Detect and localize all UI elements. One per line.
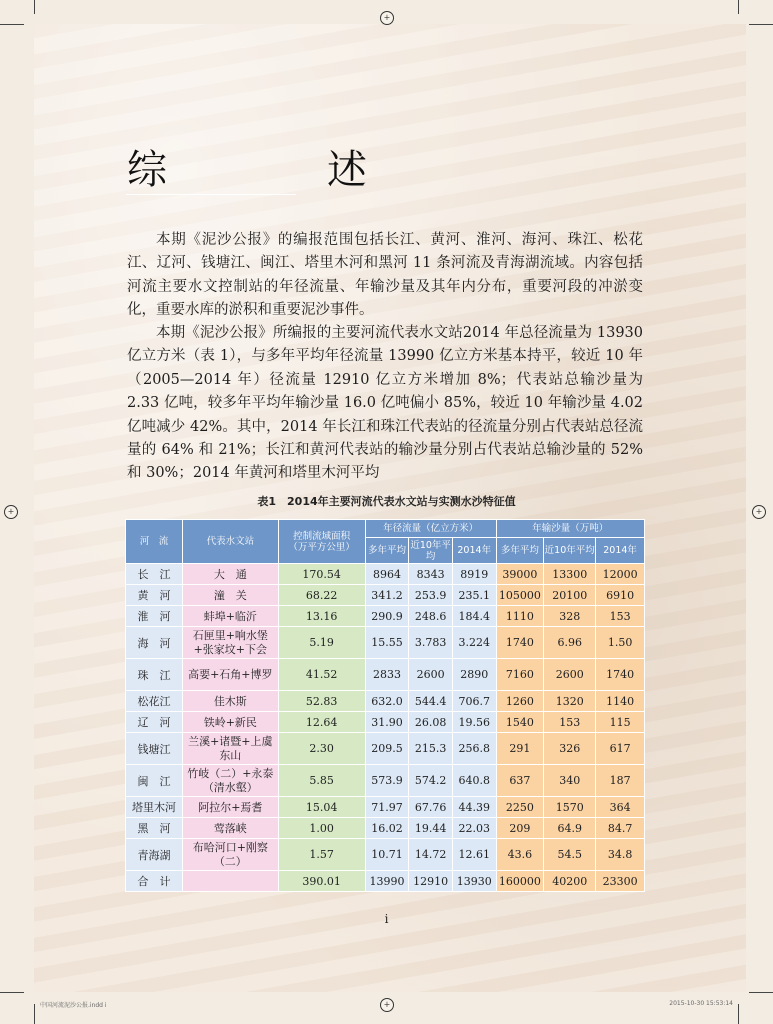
- sediment-10yr-cell: 64.9: [544, 818, 596, 839]
- crop-mark: [738, 1004, 739, 1024]
- area-cell: 1.57: [278, 839, 365, 871]
- sediment-2014-cell: 12000: [596, 564, 645, 585]
- runoff-avg-cell: 209.5: [365, 733, 409, 765]
- table-row: [126, 627, 645, 659]
- sediment-10yr-cell: 40200: [544, 871, 596, 892]
- runoff-avg-cell: 13990: [365, 871, 409, 892]
- sediment-10yr-cell: 54.5: [544, 839, 596, 871]
- footer-timestamp: 2015-10-30 15:53:14: [669, 1000, 733, 1007]
- sediment-avg-cell: 291: [496, 733, 544, 765]
- registration-mark-icon: +: [380, 11, 394, 25]
- table-caption: 表1 2014年主要河流代表水文站与实测水沙特征值: [257, 495, 516, 508]
- area-cell: 12.64: [278, 712, 365, 733]
- river-cell: 辽 河: [126, 712, 183, 733]
- runoff-10yr-cell: 26.08: [409, 712, 453, 733]
- sediment-avg-cell: 1110: [496, 606, 544, 627]
- table-row: [126, 818, 645, 839]
- runoff-avg-cell: 632.0: [365, 691, 409, 712]
- river-cell: 松花江: [126, 691, 183, 712]
- registration-mark-icon: +: [380, 998, 394, 1012]
- river-cell: 长 江: [126, 564, 183, 585]
- station-cell: 潼 关: [183, 585, 278, 606]
- station-cell: 布哈河口+刚察（二）: [183, 839, 278, 871]
- station-cell: 莺落峡: [183, 818, 278, 839]
- runoff-2014-cell: 8919: [452, 564, 496, 585]
- runoff-2014-cell: 706.7: [452, 691, 496, 712]
- runoff-10yr-cell: 19.44: [409, 818, 453, 839]
- river-cell: 海 河: [126, 627, 183, 659]
- station-cell: 石匣里+响水堡+张家坟+下会: [183, 627, 278, 659]
- runoff-2014-cell: 22.03: [452, 818, 496, 839]
- area-cell: 41.52: [278, 659, 365, 691]
- crop-mark: [749, 992, 773, 993]
- crop-mark: [34, 0, 35, 14]
- runoff-avg-cell: 31.90: [365, 712, 409, 733]
- runoff-avg-cell: 10.71: [365, 839, 409, 871]
- header-sediment-avg: 多年平均: [496, 538, 544, 564]
- runoff-10yr-cell: 544.4: [409, 691, 453, 712]
- crop-mark: [0, 992, 24, 993]
- crop-mark: [0, 24, 24, 25]
- runoff-10yr-cell: 8343: [409, 564, 453, 585]
- sediment-avg-cell: 209: [496, 818, 544, 839]
- runoff-10yr-cell: 253.9: [409, 585, 453, 606]
- title-underline: [126, 194, 296, 195]
- runoff-10yr-cell: 574.2: [409, 765, 453, 797]
- sediment-avg-cell: 7160: [496, 659, 544, 691]
- runoff-avg-cell: 15.55: [365, 627, 409, 659]
- sediment-2014-cell: 1740: [596, 659, 645, 691]
- header-station: 代表水文站: [183, 520, 278, 564]
- runoff-2014-cell: 12.61: [452, 839, 496, 871]
- runoff-2014-cell: 13930: [452, 871, 496, 892]
- paragraph-1: 本期《泥沙公报》的编报范围包括长江、黄河、淮河、海河、珠江、松花江、辽河、钱塘江、闽江、塔里木河和黑河 11 条河流及青海湖流域。内容包括河流主要水文控制站的年径流量、年输沙量及其年内分布，重要河段的冲淤变化，重要水库的淤积和重要泥沙事件。: [127, 232, 643, 319]
- runoff-10yr-cell: 215.3: [409, 733, 453, 765]
- area-cell: 52.83: [278, 691, 365, 712]
- runoff-2014-cell: 256.8: [452, 733, 496, 765]
- sediment-2014-cell: 34.8: [596, 839, 645, 871]
- table-row: [126, 606, 645, 627]
- table-row: [126, 871, 645, 892]
- sediment-2014-cell: 364: [596, 797, 645, 818]
- runoff-avg-cell: 8964: [365, 564, 409, 585]
- sediment-2014-cell: 115: [596, 712, 645, 733]
- table-row: [126, 839, 645, 871]
- runoff-2014-cell: 184.4: [452, 606, 496, 627]
- table-row: [126, 659, 645, 691]
- station-cell: 蚌埠+临沂: [183, 606, 278, 627]
- header-river: 河 流: [126, 520, 183, 564]
- sediment-avg-cell: 39000: [496, 564, 544, 585]
- sediment-10yr-cell: 1320: [544, 691, 596, 712]
- sediment-10yr-cell: 340: [544, 765, 596, 797]
- registration-mark-icon: +: [4, 505, 18, 519]
- area-cell: 2.30: [278, 733, 365, 765]
- sediment-avg-cell: 43.6: [496, 839, 544, 871]
- runoff-10yr-cell: 12910: [409, 871, 453, 892]
- river-cell: 塔里木河: [126, 797, 183, 818]
- river-cell: 青海湖: [126, 839, 183, 871]
- sediment-avg-cell: 2250: [496, 797, 544, 818]
- station-cell: 阿拉尔+焉耆: [183, 797, 278, 818]
- runoff-2014-cell: 3.224: [452, 627, 496, 659]
- area-cell: 1.00: [278, 818, 365, 839]
- paragraph-2: 本期《泥沙公报》所编报的主要河流代表水文站2014 年总径流量为 13930 亿立方米（表 1），与多年平均年径流量 13990 亿立方米基本持平，较近 10 年（2005—2014 年）径流量 12910 亿立方米增加 8%；代表站总输沙量为 2.33 亿吨，较多年平均年输沙量 16.0 亿吨偏小 85%，较近 10 年输沙量 4.02 亿吨减少 42%。其中，2014 年长江和珠江代表站的径流量分别占代表站总径流量的 64% 和 21%；长江和黄河代表站的输沙量分别占代表站总输沙量的 52% 和 30%；2014 年黄河和塔里木河平均: [127, 325, 643, 482]
- sediment-2014-cell: 6910: [596, 585, 645, 606]
- crop-mark: [738, 0, 739, 14]
- runoff-avg-cell: 573.9: [365, 765, 409, 797]
- table-row: [126, 691, 645, 712]
- station-cell: 铁岭+新民: [183, 712, 278, 733]
- area-cell: 68.22: [278, 585, 365, 606]
- station-cell: 大 通: [183, 564, 278, 585]
- header-runoff: 年径流量（亿立方米）: [365, 520, 496, 538]
- runoff-10yr-cell: 2600: [409, 659, 453, 691]
- sediment-avg-cell: 160000: [496, 871, 544, 892]
- header-runoff-10yr: 近10年平均: [410, 539, 451, 562]
- runoff-2014-cell: 640.8: [452, 765, 496, 797]
- river-cell: 珠 江: [126, 659, 183, 691]
- header-sediment-2014: 2014年: [596, 538, 645, 564]
- station-cell: 竹岐（二）+永泰（清水壑）: [183, 765, 278, 797]
- sediment-avg-cell: 1740: [496, 627, 544, 659]
- table-row: [126, 712, 645, 733]
- station-cell: 高要+石角+博罗: [183, 659, 278, 691]
- sediment-avg-cell: 1540: [496, 712, 544, 733]
- table-row: [126, 564, 645, 585]
- sediment-10yr-cell: 153: [544, 712, 596, 733]
- sediment-2014-cell: 1.50: [596, 627, 645, 659]
- runoff-10yr-cell: 67.76: [409, 797, 453, 818]
- sediment-10yr-cell: 326: [544, 733, 596, 765]
- runoff-avg-cell: 290.9: [365, 606, 409, 627]
- river-cell: 黑 河: [126, 818, 183, 839]
- data-table: [125, 519, 645, 892]
- sediment-10yr-cell: 1570: [544, 797, 596, 818]
- header-sediment: 年输沙量（万吨）: [496, 520, 644, 538]
- runoff-10yr-cell: 3.783: [409, 627, 453, 659]
- area-cell: 390.01: [278, 871, 365, 892]
- runoff-avg-cell: 71.97: [365, 797, 409, 818]
- area-cell: 5.19: [278, 627, 365, 659]
- runoff-2014-cell: 44.39: [452, 797, 496, 818]
- sediment-2014-cell: 153: [596, 606, 645, 627]
- area-cell: 5.85: [278, 765, 365, 797]
- table-row: [126, 797, 645, 818]
- river-cell: 合 计: [126, 871, 183, 892]
- registration-mark-icon: +: [752, 505, 766, 519]
- sediment-2014-cell: 23300: [596, 871, 645, 892]
- table-row: [126, 585, 645, 606]
- header-area: 控制流域面积（万平方公里）: [278, 520, 365, 564]
- sediment-10yr-cell: 328: [544, 606, 596, 627]
- crop-mark: [34, 1004, 35, 1024]
- river-cell: 钱塘江: [126, 733, 183, 765]
- sediment-10yr-cell: 6.96: [544, 627, 596, 659]
- station-cell: [183, 871, 278, 892]
- area-cell: 170.54: [278, 564, 365, 585]
- sediment-avg-cell: 105000: [496, 585, 544, 606]
- page-number: i: [384, 912, 389, 926]
- header-runoff-avg: 多年平均: [365, 538, 409, 564]
- sediment-10yr-cell: 20100: [544, 585, 596, 606]
- river-cell: 黄 河: [126, 585, 183, 606]
- runoff-10yr-cell: 248.6: [409, 606, 453, 627]
- header-runoff-2014: 2014年: [452, 538, 496, 564]
- sediment-avg-cell: 1260: [496, 691, 544, 712]
- sediment-10yr-cell: 2600: [544, 659, 596, 691]
- sediment-avg-cell: 637: [496, 765, 544, 797]
- page-title: 综 述: [127, 147, 427, 193]
- table-row: [126, 765, 645, 797]
- footer-filename: 中国河流泥沙公报.indd i: [40, 1002, 107, 1009]
- table-row: [126, 733, 645, 765]
- sediment-2014-cell: 1140: [596, 691, 645, 712]
- runoff-10yr-cell: 14.72: [409, 839, 453, 871]
- runoff-avg-cell: 2833: [365, 659, 409, 691]
- river-cell: 淮 河: [126, 606, 183, 627]
- sediment-2014-cell: 617: [596, 733, 645, 765]
- area-cell: 15.04: [278, 797, 365, 818]
- station-cell: 兰溪+诸暨+上虞东山: [183, 733, 278, 765]
- runoff-2014-cell: 2890: [452, 659, 496, 691]
- runoff-2014-cell: 235.1: [452, 585, 496, 606]
- sediment-2014-cell: 84.7: [596, 818, 645, 839]
- runoff-2014-cell: 19.56: [452, 712, 496, 733]
- crop-mark: [749, 24, 773, 25]
- station-cell: 佳木斯: [183, 691, 278, 712]
- sediment-2014-cell: 187: [596, 765, 645, 797]
- runoff-avg-cell: 16.02: [365, 818, 409, 839]
- sediment-10yr-cell: 13300: [544, 564, 596, 585]
- area-cell: 13.16: [278, 606, 365, 627]
- header-sediment-10yr: 近10年平均: [544, 538, 596, 564]
- river-cell: 闽 江: [126, 765, 183, 797]
- runoff-avg-cell: 341.2: [365, 585, 409, 606]
